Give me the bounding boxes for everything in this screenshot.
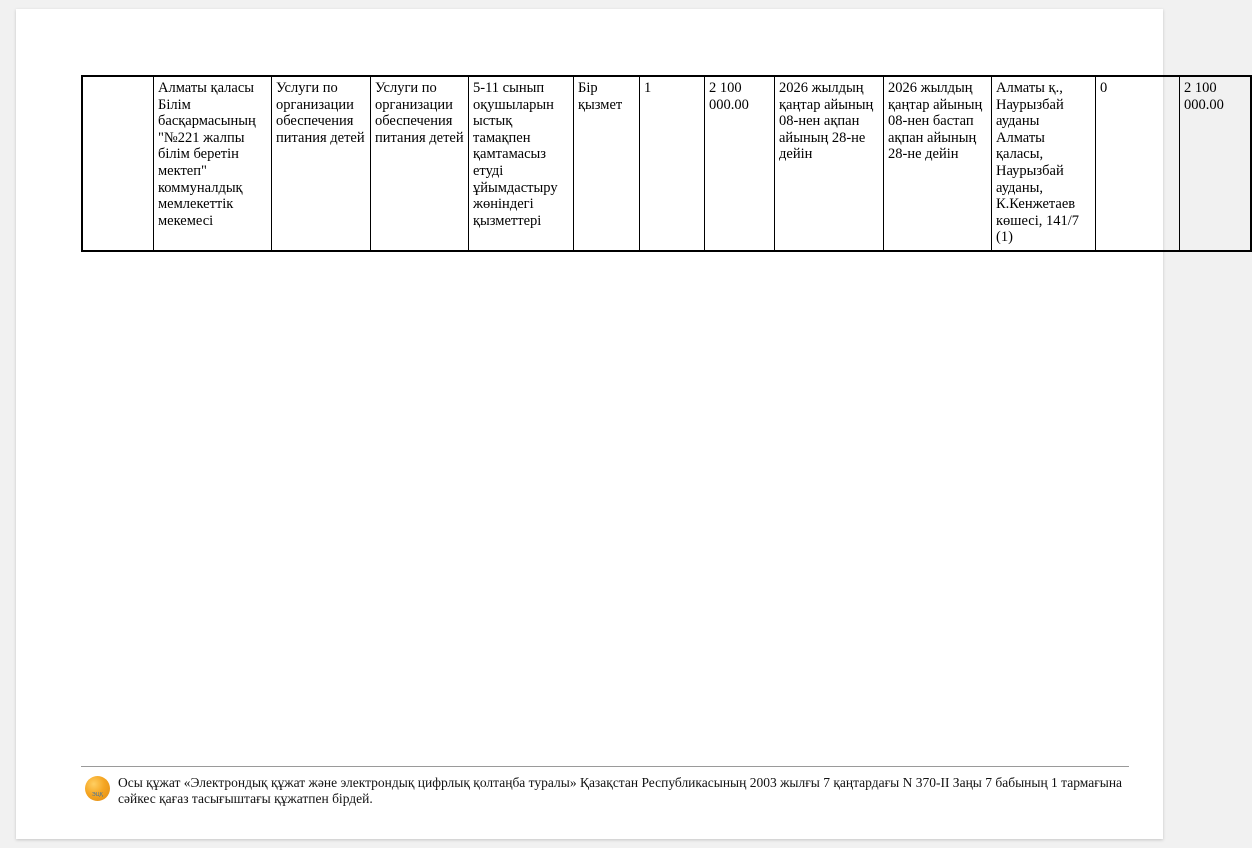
document-footer	[81, 766, 1129, 807]
cell-address: Алматы қ., Наурызбай ауданы Алматы қаласы, Наурызбай ауданы, К.Кенжетаев көшесі, 141/7 (1)	[992, 76, 1096, 251]
document-page	[16, 9, 1224, 839]
table-row	[82, 76, 1251, 251]
seal-label: ЭЦҚ	[91, 792, 104, 798]
cell-period-payment: 2026 жылдың қаңтар айының 08-нен бастап ақпан айының 28-не дейін	[884, 76, 992, 251]
cell-service-ru-2: Услуги по организации обеспечения питания детей	[371, 76, 469, 251]
table-body	[82, 76, 1251, 251]
footer-note: Осы құжат «Электрондық құжат және электрондық цифрлық қолтаңба туралы» Қазақстан Республикасының 2003 жылғы 7 қаңтардағы N 370-II Заңы 7 бабының 1 тармағына сәйкес қағаз тасығыштағы құжатпен бірдей.	[118, 775, 1123, 806]
procurement-table	[81, 75, 1252, 252]
cell-description-kk: 5-11 сынып оқушыларын ыстық тамақпен қамтамасыз етуді ұйымдастыру жөніндегі қызметтері	[469, 76, 574, 251]
cell-total: 2 100 000.00	[1180, 76, 1252, 251]
cell-period-delivery: 2026 жылдың қаңтар айының 08-нен ақпан айының 28-не дейін	[775, 76, 884, 251]
cell-service-ru: Услуги по организации обеспечения питания детей	[272, 76, 371, 251]
footer-body	[81, 767, 1129, 807]
cell-unit: Бір қызмет	[574, 76, 640, 251]
cell-amount: 2 100 000.00	[705, 76, 775, 251]
cell-customer: Алматы қаласы Білім басқармасының "№221 жалпы білім беретін мектеп" коммуналдық мемлекеттік мекемесі	[154, 76, 272, 251]
cell-prepayment: 0	[1096, 76, 1180, 251]
digital-signature-seal-icon	[85, 776, 110, 801]
cell-quantity: 1	[640, 76, 705, 251]
cell-index	[82, 76, 154, 251]
